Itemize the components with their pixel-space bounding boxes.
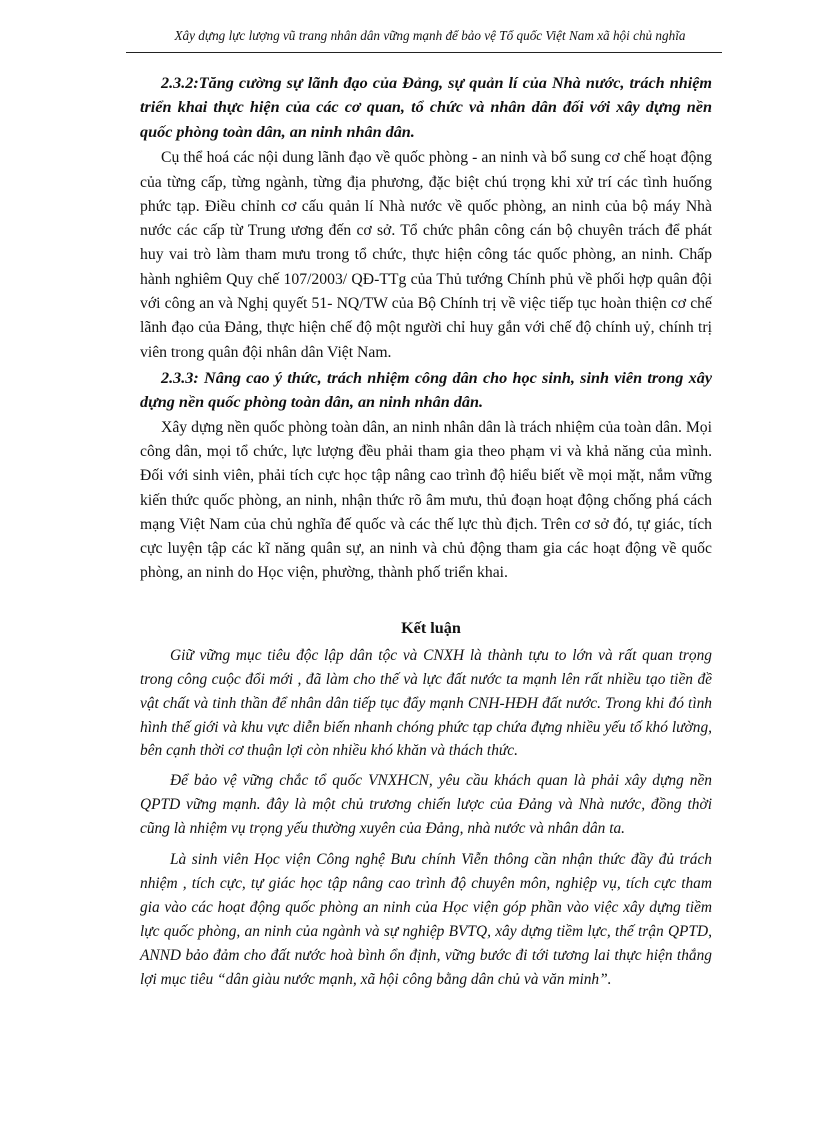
conclusion-title: Kết luận [401, 618, 461, 637]
header-divider [126, 52, 722, 53]
conclusion-paragraph: Là sinh viên Học viện Công nghệ Bưu chính Viễn thông cần nhận thức đầy đủ trách nhiệm , tích cực, tự giác học tập nâng cao trình độ chuyên môn, nghiệp vụ, tích cực tham gia vào các hoạt động quốc phòng an ninh của Học viện góp phần vào việc xây dựng tiềm lực quốc phòng, an ninh của ngành và sự nghiệp BVTQ, xây dựng tiềm lực, thế trận QPTD, ANND bảo đảm cho đất nước hoà bình ổn định, vững bước đi tới tương lai thực hiện thắng lợi mục tiêu “dân giàu nước mạnh, xã hội công bằng dân chủ và văn minh”. [140, 851, 712, 988]
section-heading-2-3-3: 2.3.3: Nâng cao ý thức, trách nhiệm công dân cho học sinh, sinh viên trong xây dựng nền quốc phòng toàn dân, an ninh nhân dân. [140, 368, 712, 412]
running-header: Xây dựng lực lượng vũ trang nhân dân vững mạnh để bảo vệ Tổ quốc Việt Nam xã hội chủ nghĩa [174, 28, 686, 43]
conclusion-paragraph: Để bảo vệ vững chắc tổ quốc VNXHCN, yêu cầu khách quan là phải xây dựng nền QPTD vững mạnh. đây là một chủ trương chiến lược của Đảng và Nhà nước, đồng thời cũng là nhiệm vụ trọng yếu thường xuyên của Đảng, nhà nước và nhân dân ta. [140, 772, 712, 838]
section-heading-2-3-2: 2.3.2:Tăng cường sự lãnh đạo của Đảng, sự quản lí của Nhà nước, trách nhiệm triển khai thực hiện của các cơ quan, tổ chức và nhân dân đối với xây dựng nền quốc phòng toàn dân, an ninh nhân dân. [140, 74, 712, 141]
page-body [140, 71, 712, 991]
section-paragraph-2-3-3: Xây dựng nền quốc phòng toàn dân, an ninh nhân dân là trách nhiệm của toàn dân. Mọi công dân, mọi tổ chức, lực lượng đều phải tham gia theo phạm vi và khả năng của mình. Đối với sinh viên, phải tích cực học tập nâng cao trình độ hiểu biết về mọi mặt, nắm vững kiến thức quốc phòng, an ninh, nhận thức rõ âm mưu, thủ đoạn hoạt động chống phá cách mạng Việt Nam của chủ nghĩa đế quốc và các thế lực thù địch. Trên cơ sở đó, tự giác, tích cực luyện tập các kĩ năng quân sự, an ninh và chủ động tham gia các hoạt động về quốc phòng, an ninh do Học viện, phường, thành phố triển khai. [140, 418, 712, 582]
section-paragraph-2-3-2: Cụ thể hoá các nội dung lãnh đạo về quốc phòng - an ninh và bổ sung cơ chế hoạt động của từng cấp, từng ngành, từng địa phương, đặc biệt chú trọng khi xử trí các tình huống phức tạp. Điều chỉnh cơ cấu quản lí Nhà nước về quốc phòng, an ninh của bộ máy Nhà nước các cấp từ Trung ương đến cơ sở. Tổ chức phân công cán bộ chuyên trách để phát huy vai trò làm tham mưu trong tổ chức, thực hiện công tác quốc phòng, an ninh. Chấp hành nghiêm Quy chế 107/2003/ QĐ-TTg của Thủ tướng Chính phủ về phối hợp quân đội với công an và Nghị quyết 51- NQ/TW của Bộ Chính trị về việc tiếp tục hoàn thiện cơ chế lãnh đạo của Đảng, thực hiện chế độ một người chỉ huy gắn với chế độ chính uỷ, chính trị viên trong quân đội nhân dân Việt Nam. [140, 149, 712, 361]
conclusion-paragraph: Giữ vững mục tiêu độc lập dân tộc và CNXH là thành tựu to lớn và rất quan trọng trong công cuộc đổi mới , đã làm cho thế và lực đất nước ta mạnh lên rất nhiều tạo tiền đề vật chất và tinh thần để nhân dân tiếp tục đẩy mạnh CNH-HĐH đất nước. Trong khi đó tình hình thế giới và khu vực diễn biến nhanh chóng phức tạp chứa đựng nhiều yếu tố khó lường, bên cạnh thời cơ thuận lợi còn nhiều khó khăn và thách thức. [140, 646, 712, 760]
